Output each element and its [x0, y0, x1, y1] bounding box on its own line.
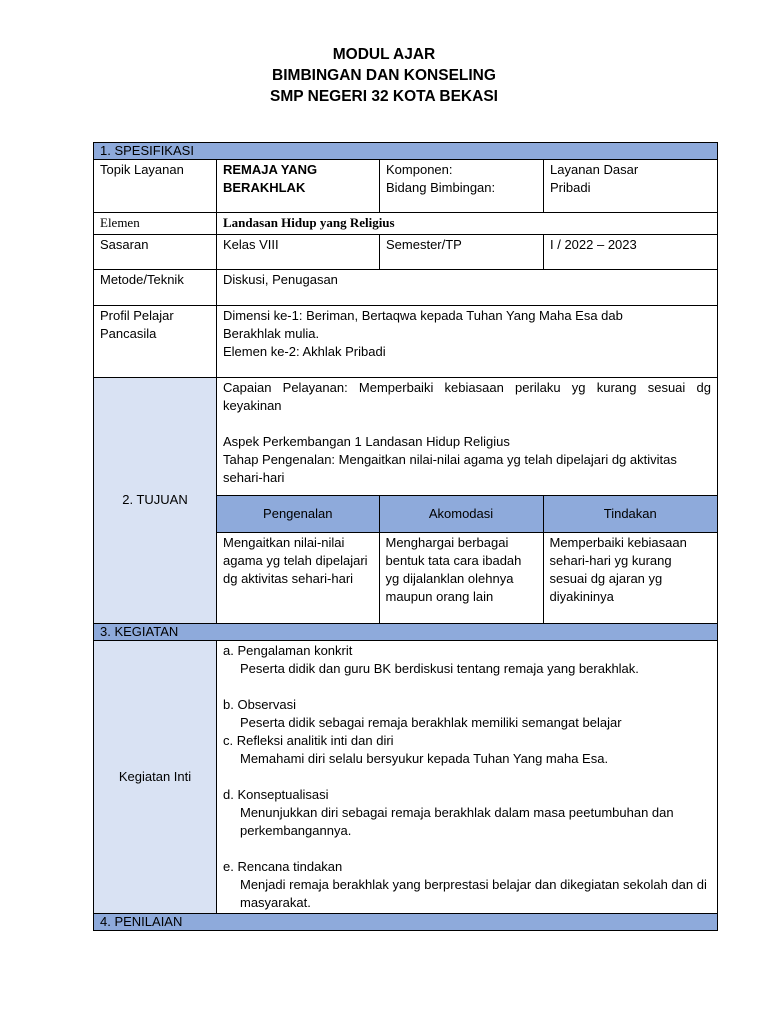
section-penilaian: 4. PENILAIAN	[94, 913, 718, 930]
col-tindakan: Tindakan	[543, 496, 717, 533]
kegiatan-item: a. Pengalaman konkrit Peserta didik dan guru BK berdiskusi tentang remaja yang berakhlak.	[223, 642, 711, 678]
module-table	[93, 142, 718, 931]
tahap-text: Tahap Pengenalan: Mengaitkan nilai-nilai agama yg telah dipelajari dg aktivitas sehari-hari	[223, 452, 677, 485]
komponen-label: Komponen: Bidang Bimbingan:	[380, 160, 544, 213]
metode-value: Diskusi, Penugasan	[217, 270, 718, 306]
profil-label: Profil Pelajar Pancasila	[94, 306, 217, 378]
kegiatan-item: b. Observasi Peserta didik sebagai remaja berakhlak memiliki semangat belajar	[223, 696, 711, 732]
cell-tindakan: Memperbaiki kebiasaan sehari-hari yg kurang sesuai dg ajaran yg diyakininya	[543, 533, 717, 623]
semester-value: I / 2022 – 2023	[544, 235, 718, 270]
semester-label: Semester/TP	[380, 235, 544, 270]
col-akomodasi: Akomodasi	[379, 496, 543, 533]
elemen-value: Landasan Hidup yang Religius	[217, 213, 718, 235]
item-title: Observasi	[237, 696, 296, 712]
item-title: Konseptualisasi	[237, 786, 329, 802]
item-desc: Peserta didik dan guru BK berdiskusi tentang remaja yang berakhlak.	[240, 660, 639, 676]
metode-label: Metode/Teknik	[94, 270, 217, 306]
topik-label: Topik Layanan	[94, 160, 217, 213]
document-header	[0, 44, 768, 107]
aspek-text: Aspek Perkembangan 1 Landasan Hidup Religius	[223, 434, 510, 449]
section-spesifikasi: 1. SPESIFIKASI	[94, 143, 718, 160]
sasaran-label: Sasaran	[94, 235, 217, 270]
header-school: SMP NEGERI 32 KOTA BEKASI	[270, 88, 498, 105]
header-subtitle: BIMBINGAN DAN KONSELING	[272, 67, 496, 84]
section-kegiatan: 3. KEGIATAN	[94, 623, 718, 640]
item-title: Rencana tindakan	[237, 858, 343, 874]
cell-akomodasi: Menghargai berbagai bentuk tata cara ibadah yg dijalanklan olehnya maupun orang lain	[379, 533, 543, 623]
tujuan-label: 2. TUJUAN	[94, 378, 217, 624]
item-desc: Menunjukkan diri sebagai remaja berakhlak dalam masa peetumbuhan dan perkembangannya.	[240, 804, 674, 838]
kegiatan-content	[217, 640, 718, 913]
item-desc: Peserta didik sebagai remaja berakhlak memiliki semangat belajar	[240, 714, 622, 730]
topik-value: REMAJA YANG BERAKHLAK	[217, 160, 380, 213]
sasaran-value: Kelas VIII	[217, 235, 380, 270]
elemen-label: Elemen	[94, 213, 217, 235]
profil-value: Dimensi ke-1: Beriman, Bertaqwa kepada Tuhan Yang Maha Esa dab Berakhlak mulia. Elemen ke-2: Akhlak Pribadi	[217, 306, 718, 378]
kegiatan-item: c. Refleksi analitik inti dan diri Memahami diri selalu bersyukur kepada Tuhan Yang maha Esa.	[223, 732, 711, 768]
item-desc: Menjadi remaja berakhlak yang berprestasi belajar dan dikegiatan sekolah dan di masyarakat.	[240, 876, 707, 910]
item-desc: Memahami diri selalu bersyukur kepada Tuhan Yang maha Esa.	[240, 750, 609, 766]
tujuan-content	[217, 378, 718, 624]
kegiatan-item: d. Konseptualisasi Menunjukkan diri sebagai remaja berakhlak dalam masa peetumbuhan dan perkembangannya.	[223, 786, 711, 840]
col-pengenalan: Pengenalan	[217, 496, 379, 533]
item-title: Refleksi analitik inti dan diri	[236, 732, 394, 748]
capaian-text: Capaian Pelayanan: Memperbaiki kebiasaan perilaku yg kurang sesuai dg keyakinan	[223, 380, 711, 413]
kegiatan-label: Kegiatan Inti	[94, 640, 217, 913]
cell-pengenalan: Mengaitkan nilai-nilai agama yg telah dipelajari dg aktivitas sehari-hari	[217, 533, 379, 623]
kegiatan-item: e. Rencana tindakan Menjadi remaja berakhlak yang berprestasi belajar dan dikegiatan sekolah dan di masyarakat.	[223, 858, 711, 912]
header-title: MODUL AJAR	[332, 46, 436, 63]
tahap-table	[217, 495, 717, 623]
item-title: Pengalaman konkrit	[237, 642, 353, 658]
komponen-value: Layanan Dasar Pribadi	[544, 160, 718, 213]
